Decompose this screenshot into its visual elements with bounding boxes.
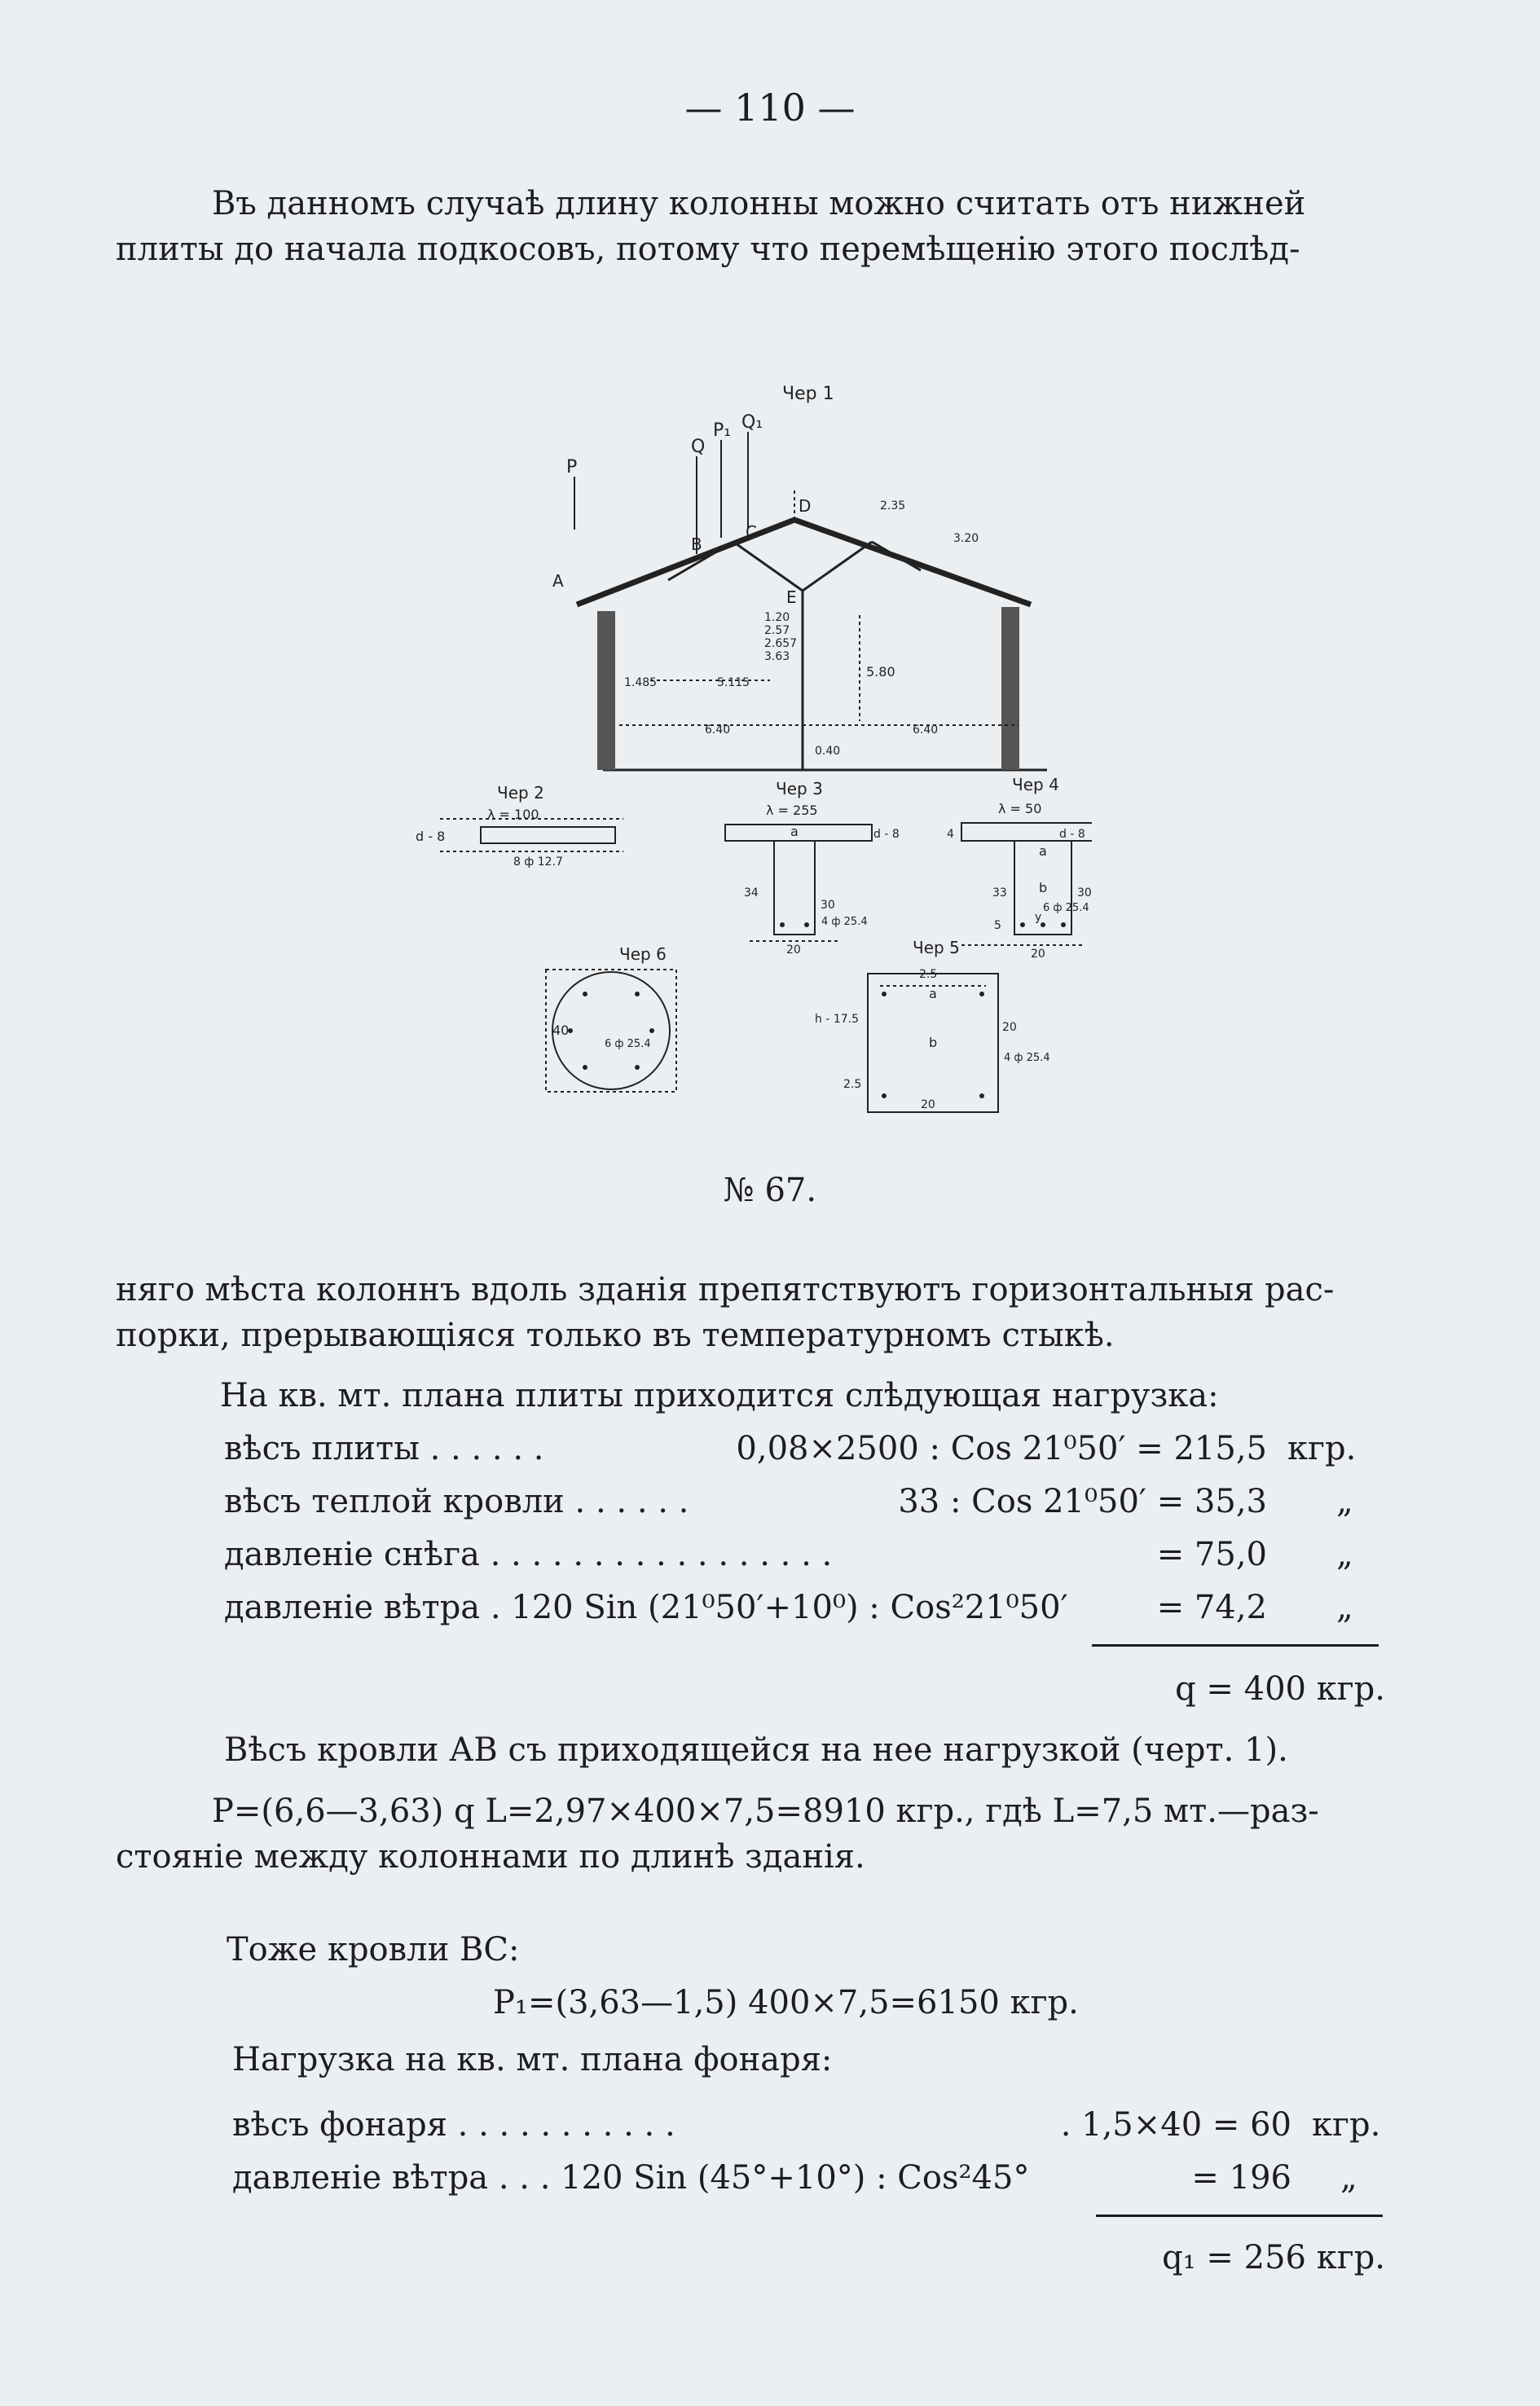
- fig-label-n5: 5: [994, 919, 1001, 932]
- p1-formula: P₁=(3,63—1,5) 400×7,5=6150 кгр.: [493, 1984, 1079, 2021]
- fig-label-n33: 33: [992, 886, 1007, 900]
- fig-label-lambda50: λ = 50: [998, 801, 1042, 816]
- fig-dim-5: 5.115: [717, 676, 750, 689]
- fig-dim-7: 6.40: [705, 724, 731, 737]
- paragraph-intro-line-2: плиты до начала подкосовъ, потому что перемѣщенію этого послѣд-: [116, 231, 1300, 268]
- fig-dim-12: 3.20: [953, 532, 979, 545]
- lantern-load-label: давленіе вѣтра . . . 120 Sin (45°+10°) : Cos²45°: [232, 2159, 1030, 2197]
- fig-label-n25b: 2.5: [843, 1078, 862, 1091]
- load-row: [224, 1483, 1381, 1528]
- fig-dim-9: 0.40: [815, 745, 841, 758]
- lantern-load-label: вѣсъ фонаря . . . . . . . . . . .: [232, 2106, 675, 2144]
- fig-label-cher2: Чер 2: [497, 783, 544, 803]
- fig-label-a5: a: [929, 986, 937, 1001]
- fig-label-bars5: 4 ф 25.4: [1004, 1052, 1050, 1064]
- paragraph-p: [116, 1788, 1460, 1880]
- q-total: q = 400 кгр.: [1175, 1670, 1385, 1708]
- fig-label-lambda100: λ = 100: [487, 807, 539, 822]
- fig-label-n4: 4: [947, 828, 954, 841]
- lantern-intro: Нагрузка на кв. мт. плана фонаря:: [232, 2041, 833, 2078]
- fig-label-D: D: [799, 496, 812, 516]
- fig-label-d8: d - 8: [416, 829, 446, 844]
- load-expr: 0,08×2500 : Cos 21⁰50′ = 215,5: [736, 1430, 1267, 1467]
- fig-label-cher6: Чер 6: [619, 944, 667, 964]
- fig-dim-10: 5.80: [866, 664, 895, 680]
- fig-label-P1: P₁: [713, 420, 732, 441]
- fig-label-cher1: Чер 1: [782, 384, 834, 404]
- paragraph-intro: [116, 181, 1460, 272]
- load-expr: = 74,2: [1156, 1589, 1267, 1626]
- fig-label-b4: b: [1039, 880, 1048, 895]
- figure-caption: № 67.: [723, 1172, 817, 1209]
- lantern-load-row: [232, 2159, 1389, 2205]
- fig-label-Q: Q: [691, 437, 706, 457]
- load-unit: „: [1336, 1536, 1353, 1573]
- fig-label-n30b: 30: [1077, 886, 1092, 900]
- fig-dim-11: 2.35: [880, 499, 906, 512]
- fig-label-lambda255: λ = 255: [766, 803, 818, 818]
- load-expr: = 75,0: [1156, 1536, 1267, 1573]
- fig-dim-1: 1.20: [764, 611, 790, 624]
- load-unit: „: [1336, 1483, 1353, 1520]
- fig-label-n20d: 20: [921, 1098, 935, 1111]
- load-row: [224, 1430, 1381, 1476]
- fig-label-n30: 30: [821, 899, 835, 912]
- fig-label-bars3: 4 ф 25.4: [821, 916, 868, 928]
- fig-label-n20c: 20: [1002, 1021, 1017, 1034]
- fig-label-bars2: 8 ф 12.7: [513, 856, 563, 869]
- fig-label-E: E: [786, 587, 797, 607]
- fig-label-y4: y: [1035, 911, 1042, 924]
- fig-label-a3: a: [790, 824, 799, 839]
- figure-67: [391, 367, 1092, 1116]
- paragraph-continued: [116, 1267, 1460, 1358]
- paragraph-intro-line-1: Въ данномъ случаѣ длину колонны можно считать отъ нижней: [212, 185, 1306, 222]
- load-label: давленіе снѣга . . . . . . . . . . . . . . . . .: [224, 1536, 833, 1573]
- load-label: вѣсъ плиты . . . . . .: [224, 1430, 544, 1467]
- fig-label-d8b: d - 8: [873, 828, 900, 841]
- load-label: давленіе вѣтра . 120 Sin (21⁰50′+10⁰) : Cos²21⁰50′: [224, 1589, 1068, 1626]
- load-unit: кгр.: [1287, 1430, 1357, 1467]
- sum-rule: [1092, 1644, 1379, 1647]
- fig-label-Q1: Q₁: [741, 412, 763, 433]
- fig-label-n25: 2.5: [919, 968, 938, 981]
- fig-dim-3: 2.657: [764, 637, 798, 650]
- paragraph-continued-line-1: няго мѣста колоннъ вдоль зданія препятствуютъ горизонтальныя рас-: [116, 1271, 1335, 1309]
- paragraph-continued-line-2: порки, прерывающіяся только въ температурномъ стыкѣ.: [116, 1317, 1115, 1354]
- fig-dim-2: 2.57: [764, 624, 790, 637]
- load-row: [224, 1536, 1381, 1581]
- paragraph-p-line-2: стояніе между колоннами по длинѣ зданія.: [116, 1838, 865, 1876]
- fig-label-n20: 20: [786, 943, 801, 957]
- fig-label-A: A: [552, 571, 564, 591]
- q1-total: q₁ = 256 кгр.: [1162, 2239, 1385, 2276]
- figure-67-drawing: [391, 367, 1092, 1116]
- page-number: — 110 —: [684, 86, 856, 130]
- fig-label-n40: 40: [552, 1023, 570, 1038]
- fig-label-n34: 34: [744, 886, 759, 900]
- lantern-load-expr: = 196: [1191, 2159, 1291, 2197]
- fig-label-bars6: 6 ф 25.4: [605, 1038, 651, 1050]
- load-expr: 33 : Cos 21⁰50′ = 35,3: [898, 1483, 1267, 1520]
- lantern-load-expr: . 1,5×40 = 60: [1060, 2106, 1291, 2144]
- fig-dim-4: 3.63: [764, 650, 790, 663]
- fig-label-b5: b: [929, 1035, 938, 1050]
- fig-label-B: B: [691, 534, 702, 554]
- fig-label-cher4: Чер 4: [1012, 775, 1059, 794]
- load-intro: На кв. мт. плана плиты приходится слѣдующая нагрузка:: [220, 1377, 1219, 1414]
- fig-label-cher3: Чер 3: [776, 779, 823, 798]
- fig-dim-8: 6.40: [913, 724, 939, 737]
- fig-label-C: C: [746, 522, 757, 542]
- paragraph-p-line-1: P=(6,6—3,63) q L=2,97×400×7,5=8910 кгр., гдѣ L=7,5 мт.—раз-: [212, 1792, 1319, 1830]
- fig-label-a4: a: [1039, 843, 1047, 859]
- lantern-load-unit: кгр.: [1312, 2106, 1381, 2144]
- fig-label-h175: h - 17.5: [815, 1013, 859, 1026]
- fig-label-P: P: [566, 457, 578, 477]
- load-unit: „: [1336, 1589, 1353, 1626]
- fig-dim-6: 1.485: [624, 676, 658, 689]
- load-row: [224, 1589, 1381, 1634]
- lantern-load-unit: „: [1340, 2159, 1357, 2197]
- roof-bc-text: Тоже кровли ВС:: [227, 1931, 520, 1968]
- fig-label-bars4: 6 ф 25.4: [1043, 902, 1089, 914]
- fig-label-cher5: Чер 5: [913, 938, 960, 957]
- sum-rule-2: [1096, 2215, 1383, 2217]
- fig-label-d8c: d - 8: [1059, 828, 1085, 841]
- lantern-load-row: [232, 2106, 1389, 2152]
- load-label: вѣсъ теплой кровли . . . . . .: [224, 1483, 689, 1520]
- fig-label-n20b: 20: [1031, 948, 1045, 961]
- roof-ab-text: Вѣсъ кровли АВ съ приходящейся на нее нагрузкой (черт. 1).: [224, 1731, 1288, 1769]
